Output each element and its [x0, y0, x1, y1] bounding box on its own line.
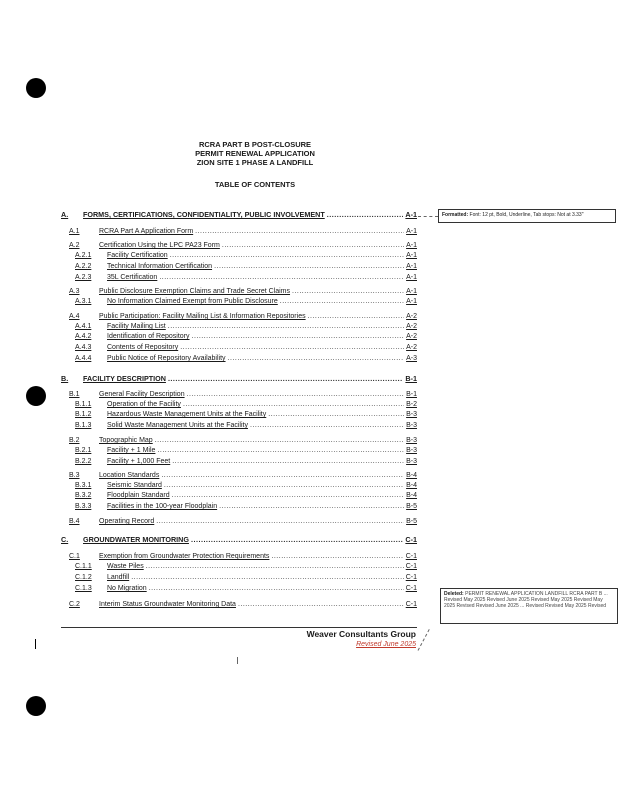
toc-entry[interactable]: [61, 241, 417, 250]
toc-dot-leader: [168, 374, 403, 383]
toc-entry-page: A-2: [406, 323, 417, 330]
toc-dot-leader: [191, 535, 403, 544]
footer-rule: [61, 627, 417, 628]
toc-entry-page: B-3: [406, 411, 417, 418]
toc-entry-page: A-1: [406, 298, 417, 305]
toc-entry[interactable]: [61, 287, 417, 296]
toc-entry-number: A.2.3: [75, 274, 92, 281]
toc-dot-leader: [146, 562, 404, 571]
toc-entry-page: B-3: [406, 437, 417, 444]
toc-entry[interactable]: [61, 273, 417, 282]
toc-entry[interactable]: [61, 322, 417, 331]
toc-entry-title: General Facility Description: [99, 391, 185, 398]
toc-entry-title: Floodplain Standard: [107, 492, 170, 499]
toc-entry-title: Identification of Repository: [107, 333, 190, 340]
toc-dot-leader: [157, 446, 404, 455]
toc-entry[interactable]: [61, 471, 417, 480]
toc-entry-number: A.3: [69, 288, 80, 295]
toc-entry-page: A-1: [406, 288, 417, 295]
toc-entry-page: B-1: [405, 374, 417, 383]
toc-entry-page: A-1: [406, 242, 417, 249]
toc-dot-leader: [292, 287, 404, 296]
toc-entry-number: A.4.4: [75, 355, 92, 362]
toc-dot-leader: [268, 410, 404, 419]
toc-entry-page: A-2: [406, 313, 417, 320]
toc-entry[interactable]: [61, 297, 417, 306]
toc-dot-leader: [180, 343, 404, 352]
toc-entry[interactable]: [61, 502, 417, 511]
toc-entry-title: No Migration: [107, 585, 147, 592]
toc-dot-leader: [195, 227, 404, 236]
toc-entry[interactable]: [61, 251, 417, 260]
toc-entry[interactable]: [61, 517, 417, 526]
toc-entry-title: Location Standards: [99, 472, 160, 479]
toc-entry-page: B-1: [406, 391, 417, 398]
toc-entry-number: B.3.3: [75, 503, 92, 510]
toc-dot-leader: [155, 436, 404, 445]
toc-entry[interactable]: [61, 332, 417, 341]
comment-formatted[interactable]: [438, 209, 616, 223]
toc-entry-page: C-1: [405, 585, 417, 592]
toc-dot-leader: [131, 573, 404, 582]
comment-leader-formatted: [418, 216, 438, 217]
toc-dot-leader: [149, 584, 404, 593]
toc-entry-title: Public Disclosure Exemption Claims and Trade Secret Claims: [99, 288, 291, 295]
toc-entry-page: C-1: [405, 563, 417, 570]
toc-entry-number: C.1.3: [75, 585, 92, 592]
toc-entry[interactable]: [61, 354, 417, 363]
toc-dot-leader: [222, 241, 404, 250]
toc-entry-title: Public Participation: Facility Mailing List & Information Repositories: [99, 313, 306, 320]
toc-entry-number: C.2: [69, 601, 80, 608]
toc-entry-page: B-3: [406, 447, 417, 454]
document-header: [0, 140, 510, 167]
toc-entry[interactable]: [61, 562, 417, 571]
toc-dot-leader: [238, 600, 404, 609]
toc-entry-number: A.1: [69, 228, 80, 235]
toc-entry-title: Facility + 1 Mile: [107, 447, 156, 454]
toc-entry[interactable]: [61, 552, 417, 561]
toc-entry-number: B.1.2: [75, 411, 92, 418]
toc-entry-title: Solid Waste Management Units at the Facility: [107, 422, 248, 429]
toc-entry-page: C-1: [405, 535, 417, 544]
toc-entry-number: C.: [61, 535, 69, 544]
toc-entry-title: FORMS, CERTIFICATIONS, CONFIDENTIALITY, PUBLIC INVOLVEMENT: [83, 210, 325, 219]
toc-entry-title: FACILITY DESCRIPTION: [83, 374, 166, 383]
toc-entry-number: A.2.2: [75, 263, 92, 270]
toc-entry-number: C.1: [69, 553, 80, 560]
toc-entry-page: A-1: [405, 210, 417, 219]
margin-change-bar: [35, 639, 36, 649]
toc-entry-page: A-1: [406, 252, 417, 259]
comment-formatted-label: Formatted:: [442, 212, 469, 218]
toc-entry-title: Facility Certification: [107, 252, 168, 259]
toc-dot-leader: [172, 457, 404, 466]
toc-entry-page: B-5: [406, 503, 417, 510]
toc-entry-page: B-4: [406, 492, 417, 499]
toc-entry-title: Technical Information Certification: [107, 263, 213, 270]
footer-company: Weaver Consultants Group: [306, 629, 416, 639]
toc-entry[interactable]: [61, 481, 417, 490]
toc-entry-title: Operation of the Facility: [107, 401, 181, 408]
header-line-1: RCRA PART B POST-CLOSURE: [198, 140, 312, 149]
toc-entry-page: B-3: [406, 422, 417, 429]
toc-entry[interactable]: [61, 457, 417, 466]
toc-entry[interactable]: [61, 390, 417, 399]
toc-entry-title: Public Notice of Repository Availability: [107, 355, 226, 362]
toc-entry[interactable]: [61, 446, 417, 455]
toc-entry-title: No Information Claimed Exempt from Public Disclosure: [107, 298, 278, 305]
toc-entry[interactable]: [61, 600, 417, 609]
toc-entry-title: Facility Mailing List: [107, 323, 166, 330]
toc-entry-page: C-1: [405, 601, 417, 608]
toc-entry-number: B.1: [69, 391, 80, 398]
comment-deleted-label: Deleted:: [444, 591, 464, 597]
toc-entry-page: B-4: [406, 472, 417, 479]
toc-entry-number: B.4: [69, 518, 80, 525]
toc-dot-leader: [308, 312, 405, 321]
toc-entry-title: Certification Using the LPC PA23 Form: [99, 242, 220, 249]
toc-dot-leader: [164, 481, 404, 490]
binder-hole-middle: [26, 386, 46, 406]
toc-entry-title: Topographic Map: [99, 437, 153, 444]
toc-entry-number: B.: [61, 374, 69, 383]
toc-dot-leader: [183, 400, 404, 409]
toc-entry-page: B-2: [406, 401, 417, 408]
toc-entry-title: Facility + 1,000 Feet: [107, 458, 171, 465]
toc-dot-leader: [168, 322, 404, 331]
toc-entry-number: A.4.2: [75, 333, 92, 340]
toc-entry[interactable]: [61, 436, 417, 445]
toc-entry-title: Seismic Standard: [107, 482, 162, 489]
binder-hole-top: [26, 78, 46, 98]
toc-entry[interactable]: [61, 227, 417, 236]
toc-entry[interactable]: [61, 573, 417, 582]
toc-entry-number: B.2.1: [75, 447, 92, 454]
comment-leader-deleted: [418, 629, 430, 651]
toc-entry-title: Exemption from Groundwater Protection Requirements: [99, 553, 270, 560]
toc-dot-leader: [170, 251, 404, 260]
toc-entry[interactable]: [61, 210, 417, 219]
toc-title: TABLE OF CONTENTS: [214, 180, 296, 189]
header-line-3: ZION SITE 1 PHASE A LANDFILL: [196, 158, 314, 167]
toc-dot-leader: [280, 297, 404, 306]
toc-entry-title: Landfill: [107, 574, 130, 581]
toc-dot-leader: [271, 552, 403, 561]
toc-dot-leader: [161, 471, 404, 480]
toc-dot-leader: [219, 502, 404, 511]
toc-entry-title: Hazardous Waste Management Units at the Facility: [107, 411, 267, 418]
toc-entry-title: GROUNDWATER MONITORING: [83, 535, 189, 544]
toc-dot-leader: [250, 421, 404, 430]
toc-entry[interactable]: [61, 374, 417, 383]
toc-entry-number: A.4: [69, 313, 80, 320]
toc-entry-page: C-1: [405, 553, 417, 560]
comment-formatted-text: Font: 12 pt, Bold, Underline, Tab stops: Not at 3.33": [469, 212, 584, 218]
toc-entry-title: RCRA Part A Application Form: [99, 228, 194, 235]
toc-entry-page: B-4: [406, 482, 417, 489]
toc-entry-page: B-3: [406, 458, 417, 465]
toc-entry-page: A-1: [406, 263, 417, 270]
toc-dot-leader: [187, 390, 405, 399]
toc-entry-title: Contents of Repository: [107, 344, 179, 351]
toc-entry[interactable]: [61, 262, 417, 271]
toc-dot-leader: [228, 354, 405, 363]
toc-entry-page: A-1: [406, 274, 417, 281]
toc-entry[interactable]: [61, 584, 417, 593]
toc-entry-number: B.2: [69, 437, 80, 444]
toc-dot-leader: [214, 262, 404, 271]
footer-revised-date: Revised June 2025: [356, 641, 416, 648]
toc-entry[interactable]: [61, 343, 417, 352]
toc-entry-number: C.1.2: [75, 574, 92, 581]
toc-entry-page: A-3: [406, 355, 417, 362]
toc-entry[interactable]: [61, 421, 417, 430]
toc-entry-number: B.3.1: [75, 482, 92, 489]
page-tick: [237, 657, 238, 664]
header-line-2: PERMIT RENEWAL APPLICATION: [195, 149, 315, 158]
comment-deleted[interactable]: [440, 588, 618, 624]
toc-entry-title: Waste Piles: [107, 563, 144, 570]
toc-entry-number: B.3.2: [75, 492, 92, 499]
toc-entry-number: B.1.1: [75, 401, 92, 408]
toc-entry-number: A.4.3: [75, 344, 92, 351]
toc-entry-number: A.3.1: [75, 298, 92, 305]
toc-entry-page: B-5: [406, 518, 417, 525]
toc-dot-leader: [192, 332, 405, 341]
toc-entry-number: B.1.3: [75, 422, 92, 429]
toc-dot-leader: [327, 210, 404, 219]
toc-entry-number: A.: [61, 210, 69, 219]
toc-entry-number: B.2.2: [75, 458, 92, 465]
toc-entry[interactable]: [61, 400, 417, 409]
toc-entry-number: A.4.1: [75, 323, 92, 330]
toc-entry[interactable]: [61, 410, 417, 419]
toc-entry[interactable]: [61, 535, 417, 544]
toc-entry-title: Operating Record: [99, 518, 155, 525]
toc-entry-page: A-2: [406, 333, 417, 340]
comment-deleted-text: PERMIT RENEWAL APPLICATION LANDFILL RCRA PART B ... Revised May 2025 Revised June 2025 Revised May 2025 Revised May 2025 Revised Revised June 2025 ... Revised Revised May 2025 Revised: [444, 591, 608, 610]
toc-dot-leader: [159, 273, 404, 282]
toc-entry[interactable]: [61, 491, 417, 500]
toc-entry-number: C.1.1: [75, 563, 92, 570]
toc-dot-leader: [172, 491, 404, 500]
toc-entry-page: A-1: [406, 228, 417, 235]
toc-entry-page: A-2: [406, 344, 417, 351]
toc-entry-title: 35L Certification: [107, 274, 158, 281]
toc-entry-page: C-1: [405, 574, 417, 581]
toc-dot-leader: [156, 517, 404, 526]
toc-entry-number: A.2.1: [75, 252, 92, 259]
toc-entry[interactable]: [61, 312, 417, 321]
toc-entry-number: B.3: [69, 472, 80, 479]
toc-entry-title: Facilities in the 100-year Floodplain: [107, 503, 218, 510]
toc-entry-number: A.2: [69, 242, 80, 249]
binder-hole-bottom: [26, 696, 46, 716]
toc-entry-title: Interim Status Groundwater Monitoring Data: [99, 601, 236, 608]
